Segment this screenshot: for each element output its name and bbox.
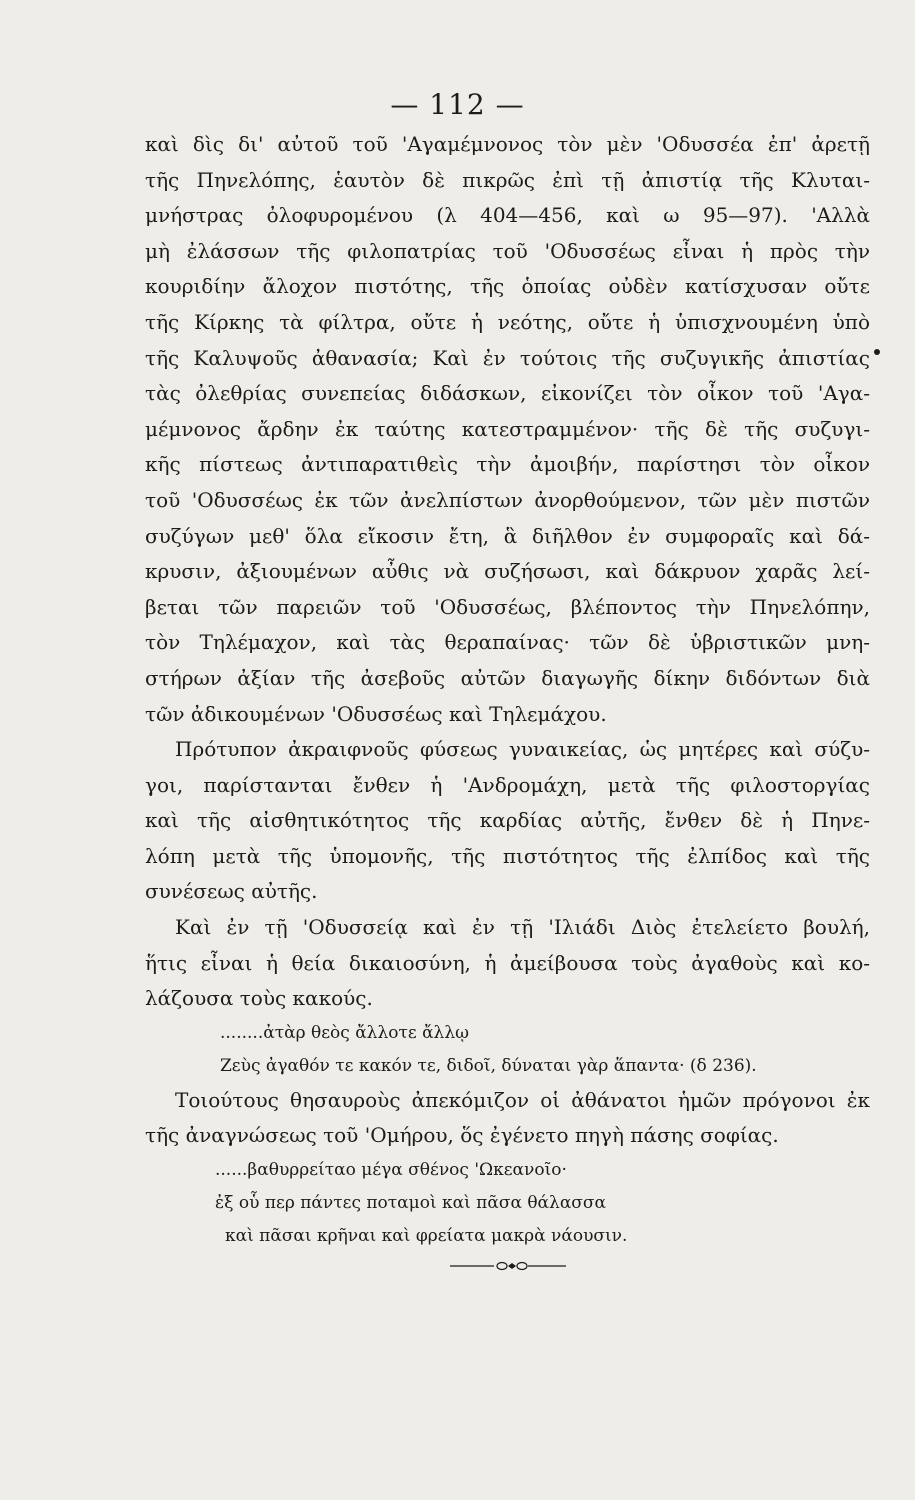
text-line: μέμνονος ἄρδην ἐκ ταύτης κατεστραμμένον· τῆς δὲ τῆς συζυγι- [145,416,870,441]
verse-line: ........ἀτὰρ θεὸς ἄλλοτε ἄλλῳ [220,1022,469,1043]
text-line: τῆς Κίρκης τὰ φίλτρα, οὔτε ἡ νεότης, οὔτε ἡ ὑπισχνουμένη ὑπὸ [145,309,870,334]
text-line: Πρότυπον ἀκραιφνοῦς φύσεως γυναικείας, ὡς μητέρες καὶ σύζυ- [175,737,870,762]
paragraph-2 [145,732,870,910]
verse-line: ἐξ οὗ περ πάντες ποταμοὶ καὶ πᾶσα θάλασσα [215,1193,606,1214]
text-line: κουριδίην ἄλοχον πιστότης, τῆς ὁποίας οὐδὲν κατίσχυσαν οὔτε [145,274,870,299]
text-line: συζύγων μεθ' ὅλα εἴκοσιν ἔτη, ἃ διῆλθον ἐν συμφοραῖς καὶ δά- [145,523,870,548]
ornamental-divider-icon [448,1259,568,1273]
text-line: μὴ ἐλάσσων τῆς φιλοπατρίας τοῦ 'Οδυσσέως εἶναι ἡ πρὸς τὴν [145,238,870,263]
text-line: βεται τῶν παρειῶν τοῦ 'Οδυσσέως, βλέποντος τὴν Πηνελόπην, [145,594,870,619]
page-number: — 112 — [390,88,525,121]
text-line: τὰς ὀλεθρίας συνεπείας διδάσκων, εἰκονίζει τὸν οἶκον τοῦ 'Αγα- [145,381,870,406]
paragraph-4 [145,1083,870,1154]
paragraph-3 [145,910,870,1017]
verse-quote-1 [145,1017,870,1083]
text-line: στήρων ἀξίαν τῆς ἀσεβοῦς αὐτῶν διαγωγῆς δίκην διδόντων διὰ [145,665,870,690]
text-line: καὶ δὶς δι' αὐτοῦ τοῦ 'Αγαμέμνονος τὸν μὲν 'Οδυσσέα ἐπ' ἀρετῇ [145,132,870,156]
text-line: τῆς Πηνελόπης, ἑαυτὸν δὲ πικρῶς ἐπὶ τῇ ἀπιστίᾳ τῆς Κλυται- [145,167,870,192]
text-line: συνέσεως αὐτῆς. [145,879,318,904]
text-line: λόπη μετὰ τῆς ὑπομονῆς, τῆς πιστότητος τῆς ἐλπίδος καὶ τῆς [145,843,870,868]
text-line: μνήστρας ὀλοφυρομένου (λ 404—456, καὶ ω 95—97). 'Αλλὰ [145,203,870,228]
text-line: τοῦ 'Οδυσσέως ἐκ τῶν ἀνελπίστων ἀνορθούμενον, τῶν μὲν πιστῶν [145,487,870,512]
text-line: λάζουσα τοὺς κακούς. [145,986,373,1011]
text-line: ἥτις εἶναι ἡ θεία δικαιοσύνη, ἡ ἀμείβουσα τοὺς ἀγαθοὺς καὶ κο- [145,950,870,975]
verse-quote-2 [145,1154,870,1253]
text-line: τῆς Καλυψοῦς ἀθανασία; Καὶ ἐν τούτοις τῆς συζυγικῆς ἀπιστίας [145,345,870,370]
text-line: κρυσιν, ἀξιουμένων αὖθις νὰ συζήσωσι, καὶ δάκρυον χαρᾶς λεί- [145,559,870,584]
text-line: κῆς πίστεως ἀντιπαρατιθεὶς τὴν ἀμοιβήν, παρίστησι τὸν οἶκον [145,452,870,477]
text-line: Καὶ ἐν τῇ 'Οδυσσείᾳ καὶ ἐν τῇ 'Ιλιάδι Διὸς ἐτελείετο βουλή, [175,915,870,940]
verse-line: καὶ πᾶσαι κρῆναι καὶ φρείατα μακρὰ νάουσιν. [225,1226,628,1247]
text-line: καὶ τῆς αἰσθητικότητος τῆς καρδίας αὐτῆς, ἔνθεν δὲ ἡ Πηνε- [145,808,870,833]
text-line: τῆς ἀναγνώσεως τοῦ 'Ομήρου, ὅς ἐγένετο πηγὴ πάσης σοφίας. [145,1123,779,1148]
text-line: Τοιούτους θησαυροὺς ἀπεκόμιζον οἱ ἀθάνατοι ἡμῶν πρόγονοι ἐκ [175,1087,870,1112]
paragraph-1 [145,127,870,732]
body-text [145,127,870,1273]
ink-speck [874,349,880,355]
verse-line: Ζεὺς ἀγαθόν τε κακόν τε, διδοῖ, δύναται γὰρ ἅπαντα· (δ 236). [220,1055,757,1076]
text-line: γοι, παρίστανται ἔνθεν ἡ 'Ανδρομάχη, μετὰ τῆς φιλοστοργίας [145,772,870,797]
verse-line: ......βαθυρρείταο μέγα σθένος 'Ωκεανοῖο· [215,1160,567,1181]
text-line: τῶν ἀδικουμένων 'Οδυσσέως καὶ Τηλεμάχου. [145,701,607,726]
text-line: τὸν Τηλέμαχον, καὶ τὰς θεραπαίνας· τῶν δὲ ὑβριστικῶν μνη- [145,630,870,655]
